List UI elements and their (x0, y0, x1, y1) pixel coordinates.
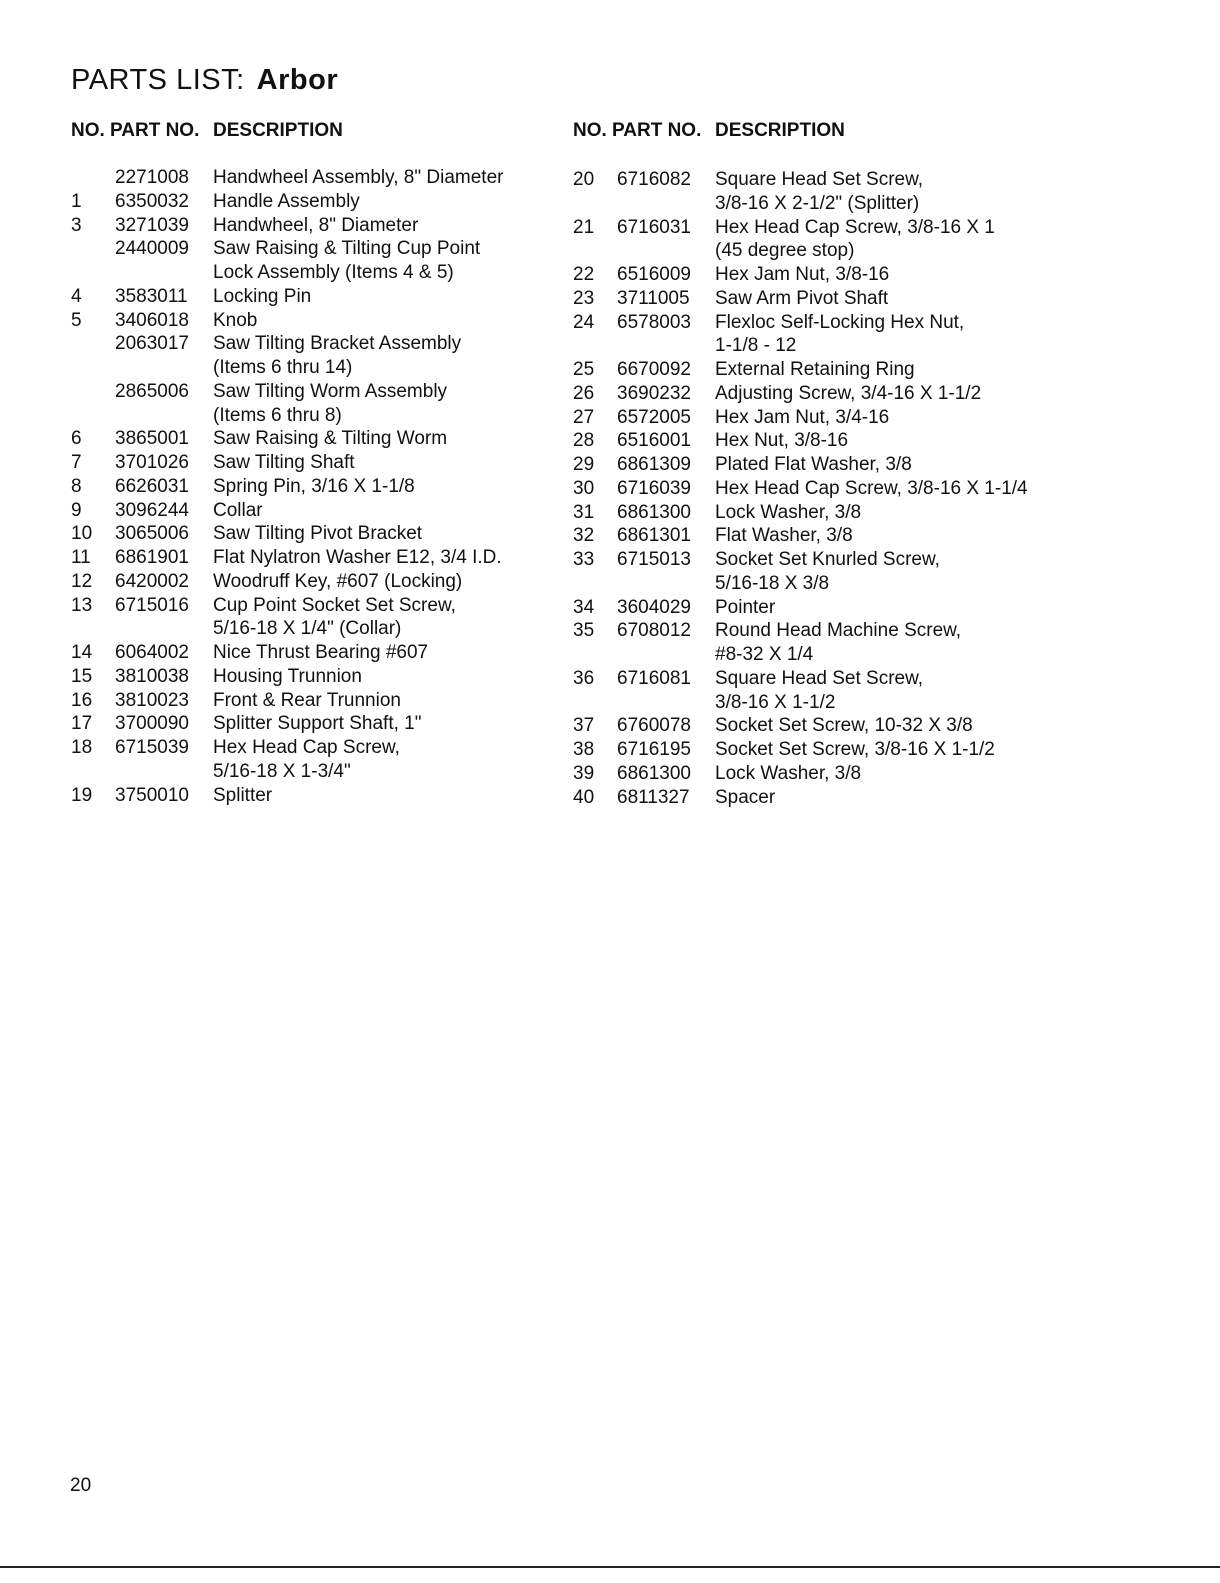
description-line: Collar (213, 499, 263, 521)
description-line: (Items 6 thru 8) (213, 404, 342, 426)
part-number: 6861301 (617, 525, 691, 547)
part-description (213, 689, 561, 713)
part-description (715, 168, 1073, 216)
parts-row (573, 453, 1073, 477)
part-number: 3700090 (115, 713, 189, 735)
header-description: DESCRIPTION (715, 120, 845, 141)
parts-row (71, 499, 561, 523)
part-number: 6716082 (617, 169, 691, 190)
item-number: 24 (573, 311, 595, 333)
part-number: 6716195 (617, 739, 691, 760)
header-no: NO. (71, 120, 105, 141)
description-line: (Items 6 thru 14) (213, 357, 353, 378)
part-description (213, 190, 561, 214)
description-line: 3/8-16 X 2-1/2" (Splitter) (715, 192, 920, 214)
column-header (573, 118, 1073, 144)
part-description (213, 332, 561, 380)
part-description (715, 287, 1073, 311)
header-description: DESCRIPTION (213, 120, 343, 141)
part-number: 6716081 (617, 667, 691, 689)
page-title (71, 64, 338, 97)
item-number: 11 (71, 547, 91, 568)
item-number: 33 (573, 549, 595, 570)
item-number: 8 (71, 475, 82, 497)
parts-row (71, 736, 561, 784)
description-line: Nice Thrust Bearing #607 (213, 642, 429, 663)
description-line: #8-32 X 1/4 (715, 644, 814, 665)
parts-row (71, 332, 561, 380)
item-number: 21 (573, 216, 595, 238)
part-description (213, 427, 561, 451)
part-description (213, 736, 561, 784)
parts-row (71, 522, 561, 546)
description-line: Hex Nut, 3/8-16 (715, 430, 849, 452)
part-number: 3865001 (115, 428, 189, 450)
part-number: 6708012 (617, 620, 691, 642)
item-number: 36 (573, 667, 595, 689)
parts-row (573, 477, 1073, 501)
item-number (71, 166, 115, 190)
description-line: Saw Arm Pivot Shaft (715, 287, 889, 309)
item-number: 16 (71, 689, 93, 711)
item-number: 5 (71, 309, 82, 331)
part-number: 3810038 (115, 665, 189, 687)
description-line: Lock Assembly (Items 4 & 5) (213, 262, 454, 283)
part-description (715, 429, 1073, 453)
part-description (715, 738, 1073, 762)
parts-row (71, 712, 561, 736)
description-line: Woodruff Key, #607 (Locking) (213, 570, 463, 592)
parts-row (71, 641, 561, 665)
parts-row (573, 263, 1073, 287)
parts-row (71, 784, 561, 808)
header-part-no: PART NO. (110, 120, 200, 141)
part-number: 2063017 (115, 333, 189, 355)
part-number: 6578003 (617, 311, 691, 333)
part-number: 3406018 (115, 309, 189, 331)
part-description (715, 358, 1073, 382)
part-number: 3096244 (115, 499, 189, 521)
part-description (213, 594, 561, 642)
part-description (213, 214, 561, 238)
item-number: 12 (71, 570, 93, 592)
parts-row (71, 665, 561, 689)
part-number: 3690232 (617, 382, 691, 404)
item-number: 26 (573, 382, 595, 404)
part-number: 2440009 (115, 238, 189, 260)
part-description (213, 546, 561, 570)
part-description (715, 762, 1073, 786)
description-line: Hex Head Cap Screw, 3/8-16 X 1-1/4 (715, 477, 1028, 499)
parts-row (71, 594, 561, 642)
part-description (715, 382, 1073, 406)
part-number: 2865006 (115, 380, 189, 402)
parts-row (573, 786, 1073, 810)
item-number: 32 (573, 525, 595, 547)
column-header (71, 118, 561, 144)
description-line: Pointer (715, 596, 776, 618)
part-description (213, 309, 561, 333)
part-number: 6861309 (617, 454, 691, 475)
description-line: 5/16-18 X 3/8 (715, 572, 830, 594)
part-description (213, 285, 561, 309)
part-number: 6670092 (617, 359, 691, 380)
part-number: 3711005 (617, 287, 690, 309)
part-number: 6861300 (617, 762, 691, 784)
part-number: 6715013 (617, 549, 691, 570)
item-number: 30 (573, 477, 595, 499)
description-line: (45 degree stop) (715, 240, 855, 262)
parts-row (573, 548, 1073, 596)
part-number: 6861901 (115, 547, 189, 568)
part-description (213, 522, 561, 546)
parts-row (71, 427, 561, 451)
parts-list-right (573, 168, 1073, 809)
parts-column-right (573, 118, 1073, 809)
title-name: Arbor (256, 64, 339, 96)
part-number: 3750010 (115, 784, 189, 806)
item-number: 29 (573, 454, 595, 475)
part-number: 6064002 (115, 642, 189, 663)
parts-row (71, 214, 561, 238)
part-description (715, 311, 1073, 359)
description-line: Flat Washer, 3/8 (715, 525, 853, 547)
parts-row (71, 475, 561, 499)
header-part-no: PART NO. (612, 120, 702, 141)
parts-row (71, 380, 561, 428)
item-number: 7 (71, 452, 82, 473)
part-description (715, 524, 1073, 548)
parts-row (573, 429, 1073, 453)
description-line: Square Head Set Screw, (715, 667, 924, 689)
part-number: 3065006 (115, 523, 189, 545)
description-line: Splitter (213, 784, 273, 806)
description-line: Spacer (715, 786, 776, 808)
item-number: 20 (573, 169, 595, 190)
item-number: 38 (573, 739, 595, 760)
description-line: Saw Tilting Pivot Bracket (213, 523, 423, 545)
description-line: Front & Rear Trunnion (213, 689, 401, 711)
description-line: Hex Head Cap Screw, 3/8-16 X 1 (715, 216, 995, 238)
item-number: 28 (573, 430, 595, 452)
part-description (715, 216, 1073, 264)
item-number: 34 (573, 596, 595, 618)
item-number: 39 (573, 762, 595, 784)
parts-column-left (71, 118, 561, 807)
parts-row (71, 546, 561, 570)
description-line: Plated Flat Washer, 3/8 (715, 454, 912, 475)
part-description (213, 475, 561, 499)
item-number: 19 (71, 784, 93, 806)
description-line: Hex Jam Nut, 3/8-16 (715, 264, 890, 285)
parts-row (71, 309, 561, 333)
parts-row (71, 689, 561, 713)
description-line: Handle Assembly (213, 190, 360, 212)
parts-row (573, 382, 1073, 406)
item-number: 4 (71, 285, 82, 307)
part-description (715, 548, 1073, 596)
part-description (213, 166, 561, 190)
item-number: 9 (71, 499, 82, 521)
part-number: 3810023 (115, 689, 189, 711)
description-line: Housing Trunnion (213, 665, 362, 687)
description-line: Spring Pin, 3/16 X 1-1/8 (213, 475, 415, 497)
description-line: External Retaining Ring (715, 359, 915, 380)
parts-row (573, 216, 1073, 264)
description-line: 1-1/8 - 12 (715, 335, 797, 357)
part-number: 6420002 (115, 570, 189, 592)
description-line: 5/16-18 X 1/4" (Collar) (213, 618, 402, 640)
part-number: 3604029 (617, 596, 691, 618)
parts-row (573, 168, 1073, 216)
parts-row (573, 287, 1073, 311)
parts-row (573, 596, 1073, 620)
description-line: Cup Point Socket Set Screw, (213, 594, 456, 616)
item-number: 1 (71, 190, 82, 212)
part-description (715, 667, 1073, 715)
description-line: Hex Jam Nut, 3/4-16 (715, 406, 890, 428)
description-line: Socket Set Screw, 10-32 X 3/8 (715, 715, 973, 737)
description-line: Flexloc Self-Locking Hex Nut, (715, 311, 965, 333)
parts-row (573, 619, 1073, 667)
parts-row (71, 190, 561, 214)
item-number: 10 (71, 523, 93, 545)
description-line: Saw Tilting Shaft (213, 452, 355, 473)
description-line: Knob (213, 309, 258, 331)
part-number: 6516009 (617, 264, 691, 285)
part-number: 6715039 (115, 737, 189, 758)
part-number: 6861300 (617, 501, 691, 523)
part-description (715, 477, 1073, 501)
item-number: 18 (71, 737, 93, 758)
part-number: 6811327 (617, 786, 690, 808)
description-line: Round Head Machine Screw, (715, 620, 962, 642)
description-line: Square Head Set Screw, (715, 169, 924, 190)
parts-row (573, 762, 1073, 786)
part-description (213, 712, 561, 736)
description-line: Handwheel, 8" Diameter (213, 214, 419, 236)
part-description (715, 501, 1073, 525)
part-description (715, 596, 1073, 620)
item-number (71, 380, 115, 428)
parts-row (573, 667, 1073, 715)
item-number: 31 (573, 501, 595, 523)
item-number: 27 (573, 406, 595, 428)
parts-row (573, 358, 1073, 382)
item-number: 15 (71, 665, 93, 687)
part-number: 6350032 (115, 190, 189, 212)
description-line: 5/16-18 X 1-3/4" (213, 760, 351, 782)
item-number: 13 (71, 594, 93, 616)
item-number (71, 332, 115, 380)
description-line: Socket Set Knurled Screw, (715, 549, 940, 570)
description-line: Saw Tilting Bracket Assembly (213, 333, 462, 355)
part-description (213, 380, 561, 428)
item-number (71, 237, 115, 285)
item-number: 14 (71, 642, 93, 663)
parts-row (71, 451, 561, 475)
parts-row (573, 738, 1073, 762)
page-number: 20 (70, 1475, 92, 1496)
part-description (213, 570, 561, 594)
description-line: 3/8-16 X 1-1/2 (715, 691, 836, 713)
part-number: 2271008 (115, 167, 189, 188)
item-number: 25 (573, 359, 595, 380)
item-number: 3 (71, 214, 82, 236)
part-number: 3271039 (115, 214, 189, 236)
description-line: Socket Set Screw, 3/8-16 X 1-1/2 (715, 739, 995, 760)
item-number: 35 (573, 620, 595, 642)
part-description (715, 619, 1073, 667)
description-line: Lock Washer, 3/8 (715, 762, 862, 784)
item-number: 23 (573, 287, 595, 309)
description-line: Hex Head Cap Screw, (213, 737, 400, 758)
part-number: 3701026 (115, 452, 189, 473)
part-description (213, 641, 561, 665)
parts-row (71, 285, 561, 309)
part-description (213, 784, 561, 808)
description-line: Splitter Support Shaft, 1" (213, 713, 422, 735)
parts-row (71, 166, 561, 190)
description-line: Locking Pin (213, 285, 312, 307)
parts-row (573, 406, 1073, 430)
item-number: 37 (573, 715, 595, 737)
part-number: 6760078 (617, 715, 691, 737)
part-number: 6572005 (617, 406, 691, 428)
description-line: Adjusting Screw, 3/4-16 X 1-1/2 (715, 382, 982, 404)
part-number: 6516001 (617, 430, 691, 452)
description-line: Saw Raising & Tilting Cup Point (213, 238, 481, 260)
parts-row (573, 714, 1073, 738)
part-description (715, 406, 1073, 430)
part-description (213, 451, 561, 475)
part-description (213, 499, 561, 523)
part-number: 6626031 (115, 475, 189, 497)
item-number: 17 (71, 713, 93, 735)
parts-row (573, 501, 1073, 525)
part-number: 6715016 (115, 594, 189, 616)
header-no: NO. (573, 120, 607, 141)
description-line: Handwheel Assembly, 8" Diameter (213, 167, 504, 188)
item-number: 40 (573, 786, 595, 808)
part-number: 6716039 (617, 477, 691, 499)
parts-row (573, 311, 1073, 359)
title-prefix: PARTS LIST: (71, 64, 245, 96)
parts-row (71, 570, 561, 594)
description-line: Saw Raising & Tilting Worm (213, 428, 448, 450)
description-line: Lock Washer, 3/8 (715, 501, 862, 523)
description-line: Saw Tilting Worm Assembly (213, 380, 448, 402)
part-number: 3583011 (115, 285, 188, 307)
description-line: Flat Nylatron Washer E12, 3/4 I.D. (213, 547, 502, 568)
part-description (715, 786, 1073, 810)
item-number: 6 (71, 428, 82, 450)
item-number: 22 (573, 264, 595, 285)
part-description (213, 665, 561, 689)
part-description (715, 263, 1073, 287)
bottom-rule (0, 1566, 1220, 1568)
parts-list-left (71, 166, 561, 807)
part-description (715, 714, 1073, 738)
part-description (213, 237, 561, 285)
parts-row (573, 524, 1073, 548)
part-description (715, 453, 1073, 477)
parts-row (71, 237, 561, 285)
part-number: 6716031 (617, 216, 691, 238)
